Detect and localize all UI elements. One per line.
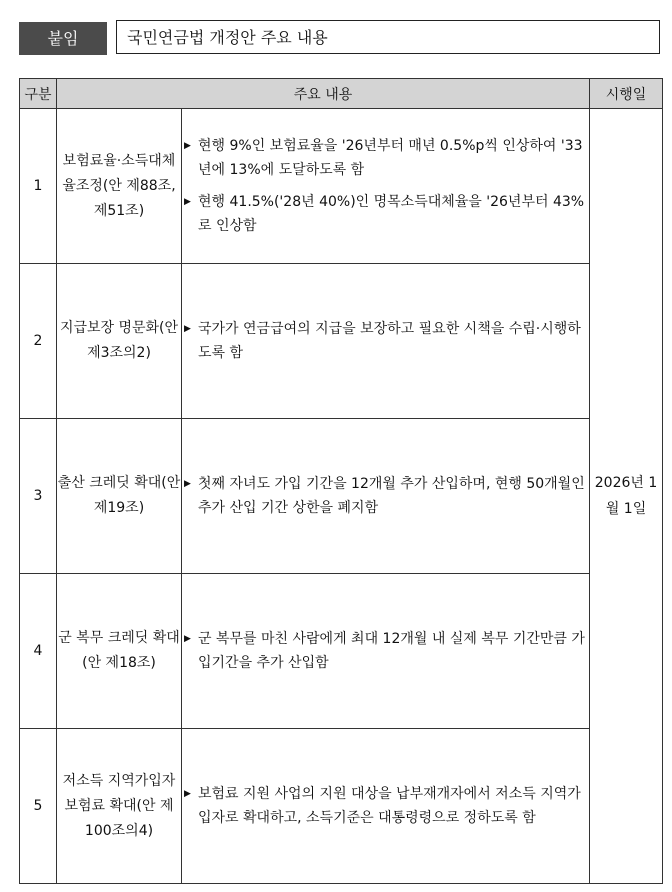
triangle-bullet-icon: ▶ xyxy=(184,324,191,334)
document-title: 국민연금법 개정안 주요 내용 xyxy=(116,20,660,54)
row-content xyxy=(182,264,590,419)
header-effective-date: 시행일 xyxy=(590,79,663,109)
row-number: 2 xyxy=(20,264,57,419)
row-content xyxy=(182,574,590,729)
header-content: 주요 내용 xyxy=(57,79,590,109)
row-category: 저소득 지역가입자 보험료 확대(안 제100조의4) xyxy=(57,729,182,884)
triangle-bullet-icon: ▶ xyxy=(184,197,191,207)
content-item-text: 첫째 자녀도 가입 기간을 12개월 추가 산입하며, 현행 50개월인 추가 산입 기간 상한을 폐지함 xyxy=(198,476,585,516)
content-item xyxy=(182,782,589,830)
content-item-text: 국가가 연금급여의 지급을 보장하고 필요한 시책을 수립·시행하도록 함 xyxy=(198,321,581,361)
row-category: 출산 크레딧 확대(안 제19조) xyxy=(57,419,182,574)
table-row xyxy=(20,729,663,884)
table-row xyxy=(20,109,663,264)
triangle-bullet-icon: ▶ xyxy=(184,789,191,799)
row-content xyxy=(182,109,590,264)
table-row xyxy=(20,264,663,419)
document-header xyxy=(19,20,662,56)
content-item xyxy=(182,472,589,520)
table-header-row xyxy=(20,79,663,109)
content-item-text: 현행 9%인 보험료율을 '26년부터 매년 0.5%p씩 인상하여 '33년에 13%에 도달하도록 함 xyxy=(198,138,583,178)
row-number: 1 xyxy=(20,109,57,264)
triangle-bullet-icon: ▶ xyxy=(184,634,191,644)
header-category: 구분 xyxy=(20,79,57,109)
content-item-text: 군 복무를 마친 사람에게 최대 12개월 내 실제 복무 기간만큼 가입기간을 추가 산입함 xyxy=(198,631,585,671)
amendment-table xyxy=(19,78,663,884)
table-row xyxy=(20,419,663,574)
row-content xyxy=(182,729,590,884)
row-category: 지급보장 명문화(안 제3조의2) xyxy=(57,264,182,419)
content-item xyxy=(182,627,589,675)
attachment-tag: 붙임 xyxy=(19,22,107,55)
content-item xyxy=(182,317,589,365)
content-item-text: 보험료 지원 사업의 지원 대상을 납부재개자에서 저소득 지역가입자로 확대하고, 소득기준은 대통령령으로 정하도록 함 xyxy=(198,786,581,826)
row-category: 보험료율·소득대체율조정(안 제88조, 제51조) xyxy=(57,109,182,264)
content-item-text: 현행 41.5%('28년 40%)인 명목소득대체율을 '26년부터 43%로 인상함 xyxy=(198,194,585,234)
row-number: 4 xyxy=(20,574,57,729)
table-row xyxy=(20,574,663,729)
triangle-bullet-icon: ▶ xyxy=(184,141,191,151)
row-number: 3 xyxy=(20,419,57,574)
row-category: 군 복무 크레딧 확대(안 제18조) xyxy=(57,574,182,729)
triangle-bullet-icon: ▶ xyxy=(184,479,191,489)
content-item xyxy=(182,134,589,182)
row-content xyxy=(182,419,590,574)
content-item xyxy=(182,190,589,238)
effective-date: 2026년 1월 1일 xyxy=(590,109,663,884)
row-number: 5 xyxy=(20,729,57,884)
